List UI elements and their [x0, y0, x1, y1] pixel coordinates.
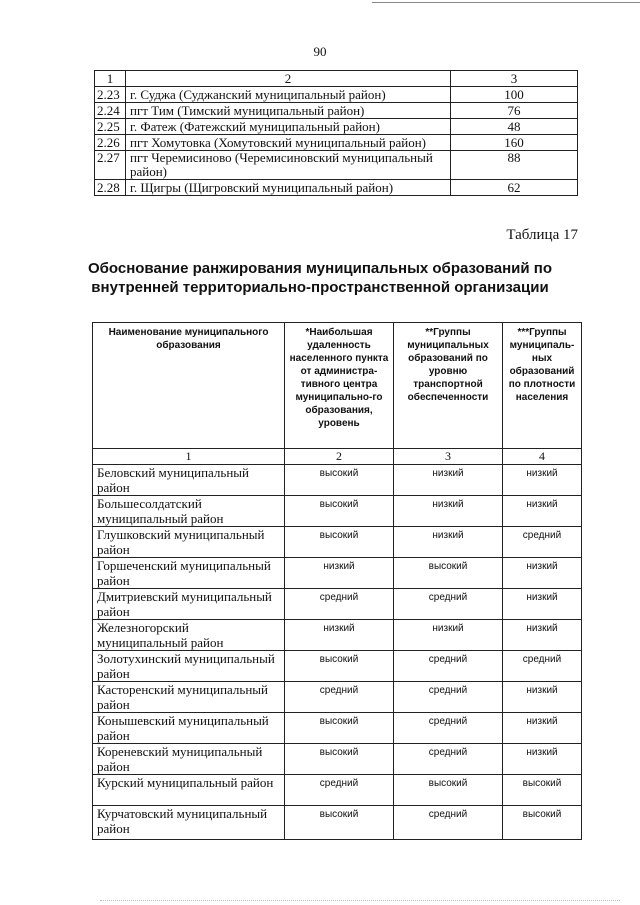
table-row — [93, 465, 582, 496]
density-level: низкий — [503, 465, 582, 496]
municipality-name: Конышевский муниципальный район — [93, 713, 285, 744]
table-header-row — [93, 323, 582, 449]
distance-level: высокий — [285, 496, 394, 527]
density-level: высокий — [503, 775, 582, 806]
row-number: 2.26 — [95, 135, 126, 151]
municipality-name: Глушковский муниципальный район — [93, 527, 285, 558]
transport-level: высокий — [394, 558, 503, 589]
row-name: г. Фатеж (Фатежский муниципальный район) — [126, 119, 451, 135]
distance-level: средний — [285, 682, 394, 713]
column-number: 4 — [503, 449, 582, 465]
transport-level: низкий — [394, 496, 503, 527]
table-row — [95, 151, 578, 180]
table-row — [93, 558, 582, 589]
row-value: 100 — [451, 87, 578, 103]
column-number: 1 — [93, 449, 285, 465]
row-number: 2.28 — [95, 180, 126, 196]
density-level: средний — [503, 527, 582, 558]
density-level: высокий — [503, 806, 582, 840]
distance-level: средний — [285, 775, 394, 806]
table-row — [95, 119, 578, 135]
table-row — [93, 682, 582, 713]
transport-level: низкий — [394, 527, 503, 558]
municipality-name: Горшеченский муниципальный район — [93, 558, 285, 589]
table-title: Обоснование ранжирования муниципальных образований по внутренней территориально-пространственной организации — [87, 260, 553, 296]
municipality-name: Кореневский муниципальный район — [93, 744, 285, 775]
header-distance: *Наибольшая удаленность населенного пункта от администра-тивного центра муниципально-го образования, уровень — [285, 323, 394, 449]
table-row — [93, 496, 582, 527]
header-transport: **Группы муниципальных образований по уровню транспортной обеспеченности — [394, 323, 503, 449]
density-level: низкий — [503, 496, 582, 527]
table-row — [93, 651, 582, 682]
transport-level: средний — [394, 589, 503, 620]
column-number: 3 — [394, 449, 503, 465]
row-name: г. Щигры (Щигровский муниципальный район) — [126, 180, 451, 196]
row-number: 2.24 — [95, 103, 126, 119]
table-row — [93, 775, 582, 806]
row-name: пгт Хомутовка (Хомутовский муниципальный район) — [126, 135, 451, 151]
header-cell: 3 — [451, 71, 578, 87]
row-value: 76 — [451, 103, 578, 119]
density-level: низкий — [503, 558, 582, 589]
row-name: пгт Тим (Тимский муниципальный район) — [126, 103, 451, 119]
transport-level: средний — [394, 682, 503, 713]
table-label: Таблица 17 — [506, 227, 578, 243]
header-density: ***Группы муниципаль-ных образований по плотности населения — [503, 323, 582, 449]
table-row — [95, 135, 578, 151]
page-number: 90 — [313, 44, 327, 59]
table-row — [93, 589, 582, 620]
table-row — [93, 806, 582, 840]
distance-level: высокий — [285, 527, 394, 558]
municipality-name: Большесолдатский муниципальный район — [93, 496, 285, 527]
scan-artifact-line — [100, 900, 620, 901]
municipality-name: Золотухинский муниципальный район — [93, 651, 285, 682]
municipality-name: Беловский муниципальный район — [93, 465, 285, 496]
density-level: низкий — [503, 744, 582, 775]
column-number: 2 — [285, 449, 394, 465]
transport-level: высокий — [394, 775, 503, 806]
municipality-name: Дмитриевский муниципальный район — [93, 589, 285, 620]
row-value: 88 — [451, 151, 578, 180]
table-row — [93, 527, 582, 558]
municipality-name: Курский муниципальный район — [93, 775, 285, 806]
density-level: низкий — [503, 682, 582, 713]
header-municipality: Наименование муниципального образования — [93, 323, 285, 449]
municipality-name: Касторенский муниципальный район — [93, 682, 285, 713]
row-number: 2.25 — [95, 119, 126, 135]
row-name: пгт Черемисиново (Черемисиновский муниципальный район) — [126, 151, 451, 180]
transport-level: низкий — [394, 465, 503, 496]
transport-level: средний — [394, 651, 503, 682]
row-number: 2.27 — [95, 151, 126, 180]
transport-level: низкий — [394, 620, 503, 651]
header-cell: 2 — [126, 71, 451, 87]
row-number: 2.23 — [95, 87, 126, 103]
municipality-name: Железногорский муниципальный район — [93, 620, 285, 651]
distance-level: низкий — [285, 558, 394, 589]
density-level: средний — [503, 651, 582, 682]
row-value: 48 — [451, 119, 578, 135]
table-row — [93, 713, 582, 744]
table-header-row — [95, 71, 578, 87]
table-row — [95, 180, 578, 196]
continued-table — [94, 70, 578, 196]
top-rule — [372, 2, 640, 3]
density-level: низкий — [503, 620, 582, 651]
transport-level: средний — [394, 713, 503, 744]
table-row — [95, 103, 578, 119]
ranking-table — [92, 322, 582, 840]
table-row — [93, 744, 582, 775]
table-row — [93, 620, 582, 651]
row-name: г. Суджа (Суджанский муниципальный район) — [126, 87, 451, 103]
distance-level: низкий — [285, 620, 394, 651]
header-cell: 1 — [95, 71, 126, 87]
distance-level: высокий — [285, 651, 394, 682]
distance-level: высокий — [285, 465, 394, 496]
distance-level: средний — [285, 589, 394, 620]
column-numbers-row — [93, 449, 582, 465]
transport-level: средний — [394, 744, 503, 775]
distance-level: высокий — [285, 713, 394, 744]
distance-level: высокий — [285, 744, 394, 775]
transport-level: средний — [394, 806, 503, 840]
density-level: низкий — [503, 713, 582, 744]
row-value: 62 — [451, 180, 578, 196]
municipality-name: Курчатовский муниципальный район — [93, 806, 285, 840]
table-row — [95, 87, 578, 103]
distance-level: высокий — [285, 806, 394, 840]
density-level: низкий — [503, 589, 582, 620]
row-value: 160 — [451, 135, 578, 151]
